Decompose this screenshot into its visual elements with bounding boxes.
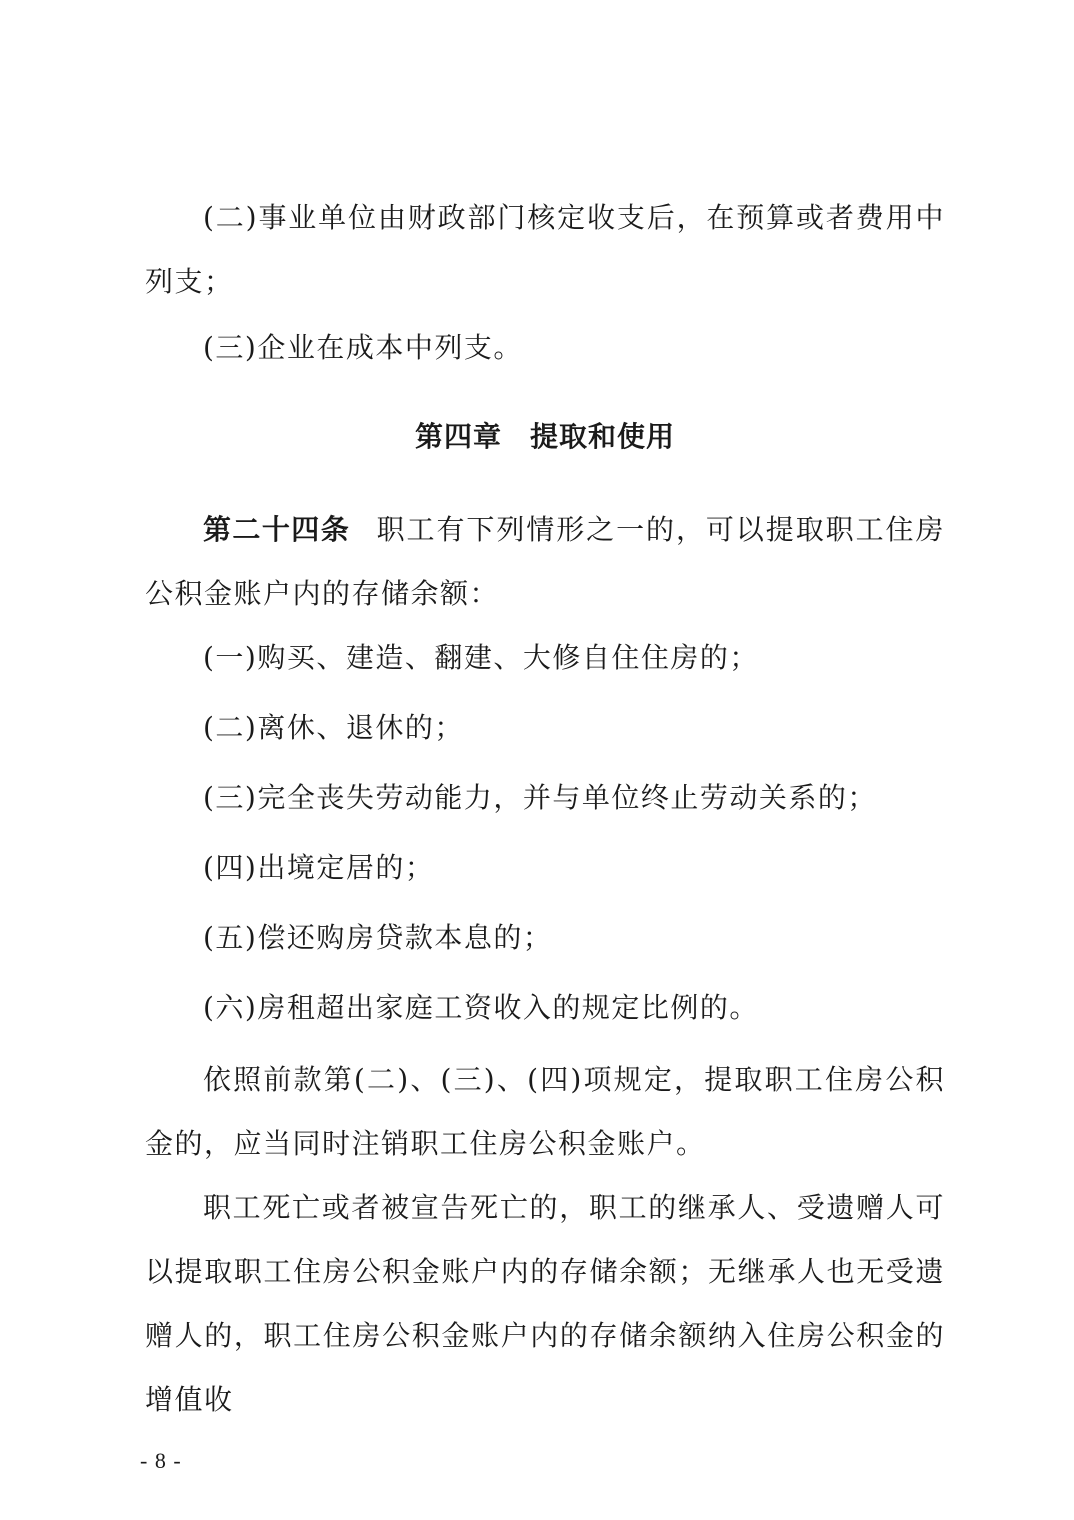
list-item: (四)出境定居的；: [203, 851, 435, 884]
paragraph-item-two: (二)事业单位由财政部门核定收支后，在预算或者费用中列支；: [145, 201, 945, 298]
list-item: (五)偿还购房贷款本息的；: [203, 921, 553, 954]
chapter-heading: [145, 412, 945, 462]
article-paragraph: [145, 498, 945, 626]
list-item: (六)房租超出家庭工资收入的规定比例的。: [203, 991, 759, 1024]
list-item: (一)购买、建造、翻建、大修自住住房的；: [203, 641, 759, 674]
chapter-number: 第四章: [414, 420, 502, 453]
paragraph-cancel-account: 依照前款第(二)、(三)、(四)项规定，提取职工住房公积金的，应当同时注销职工住房公积金账户。: [145, 1063, 945, 1160]
article-number: 第二十四条: [203, 513, 351, 546]
paragraph-death-inheritance: 职工死亡或者被宣告死亡的，职工的继承人、受遗赠人可以提取职工住房公积金账户内的存储余额；无继承人也无受遗赠人的，职工住房公积金账户内的存储余额纳入住房公积金的增值收: [145, 1191, 945, 1416]
list-item: (二)离休、退休的；: [203, 711, 464, 744]
paragraph-item-three: (三)企业在成本中列支。: [203, 331, 523, 364]
page-number: - 8 -: [140, 1448, 182, 1473]
article-text: 职工有下列情形之一的，可以提取职工住房公积金账户内的存储余额：: [145, 513, 945, 610]
chapter-title: 提取和使用: [530, 420, 676, 453]
list-item: (三)完全丧失劳动能力，并与单位终止劳动关系的；: [203, 781, 877, 814]
